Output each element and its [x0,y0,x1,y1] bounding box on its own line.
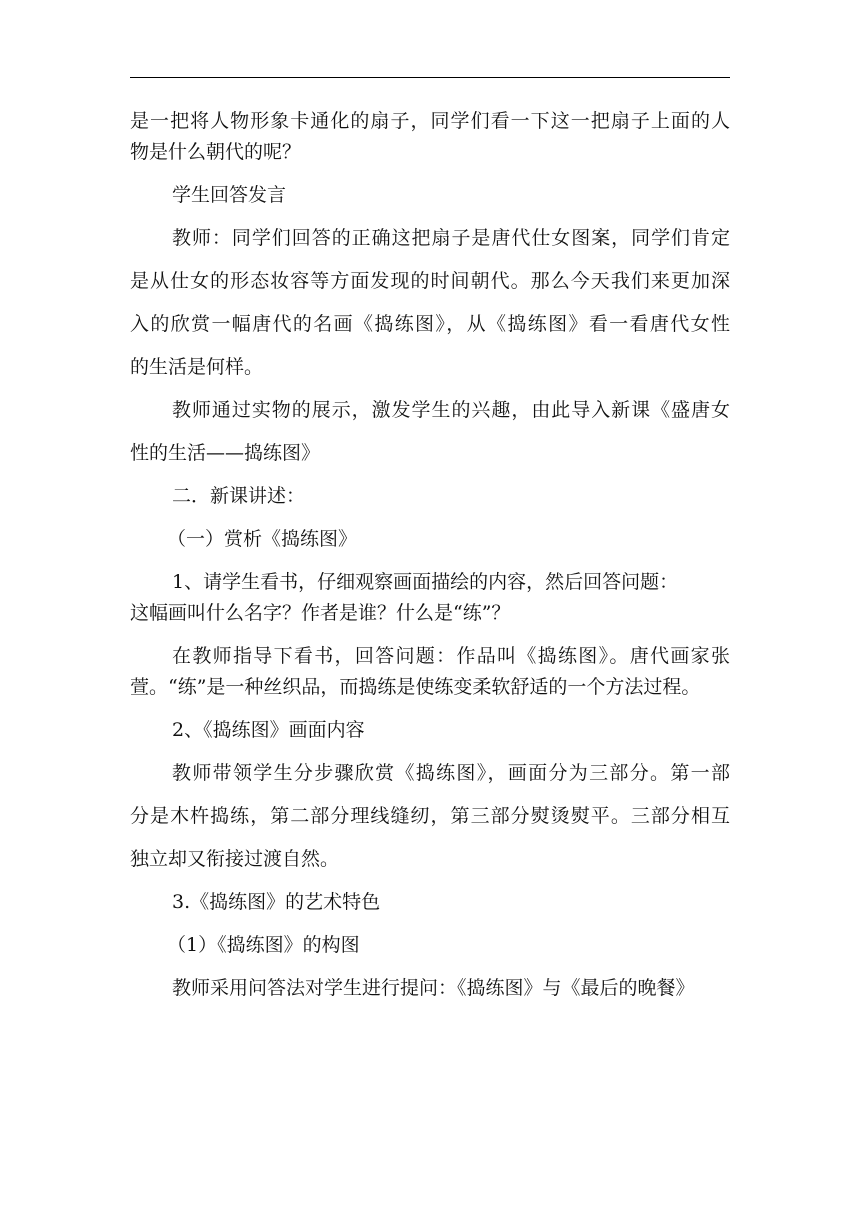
paragraph-line: 这幅画叫什么名字？作者是谁？什么是“练”？ [130,602,511,624]
paragraph-line: 物是什么朝代的呢？ [130,141,302,163]
paragraph-line: 的生活是何样。 [130,356,264,378]
paragraph-line: 教师采用问答法对学生进行提问：《捣练图》与《最后的晚餐》 [172,977,695,999]
paragraph-line: 1、请学生看书，仔细观察画面描绘的内容，然后回答问题： [172,571,679,593]
subsection-heading: （一）赏析《捣练图》 [167,528,358,550]
section-heading: 二．新课讲述： [172,485,306,507]
paragraph-line: 学生回答发言 [172,184,287,206]
document-body [130,106,730,1004]
paragraph-line: 教师带领学生分步骤欣赏《捣练图》，画面分为三部分。第一部 [172,762,730,784]
subitem-heading: （1）《捣练图》的构图 [167,934,360,956]
paragraph-line: 是从仕女的形态妆容等方面发现的时间朝代。那么今天我们来更加深 [130,270,730,292]
paragraph-line: 分是木杵捣练，第二部分理线缝纫，第三部分熨烫熨平。三部分相互 [130,805,730,827]
item-heading: 3.《捣练图》的艺术特色 [172,891,381,913]
paragraph-line: 性的生活——捣练图》 [130,442,321,464]
paragraph-line: 是一把将人物形象卡通化的扇子，同学们看一下这一把扇子上面的人 [130,110,730,132]
item-heading: 2、《捣练图》画面内容 [172,719,365,741]
paragraph-line: 在教师指导下看书，回答问题：作品叫《捣练图》。唐代画家张 [172,645,730,667]
paragraph-line: 入的欣赏一幅唐代的名画《捣练图》，从《捣练图》看一看唐代女性 [130,313,730,335]
paragraph-line: 独立却又衔接过渡自然。 [130,848,340,870]
paragraph-line: 萱。“练”是一种丝织品，而捣练是使练变柔软舒适的一个方法过程。 [130,676,701,698]
header-rule [130,77,730,78]
paragraph-line: 教师通过实物的展示，激发学生的兴趣，由此导入新课《盛唐女 [172,399,730,421]
paragraph-line: 教师：同学们回答的正确这把扇子是唐代仕女图案，同学们肯定 [172,227,730,249]
